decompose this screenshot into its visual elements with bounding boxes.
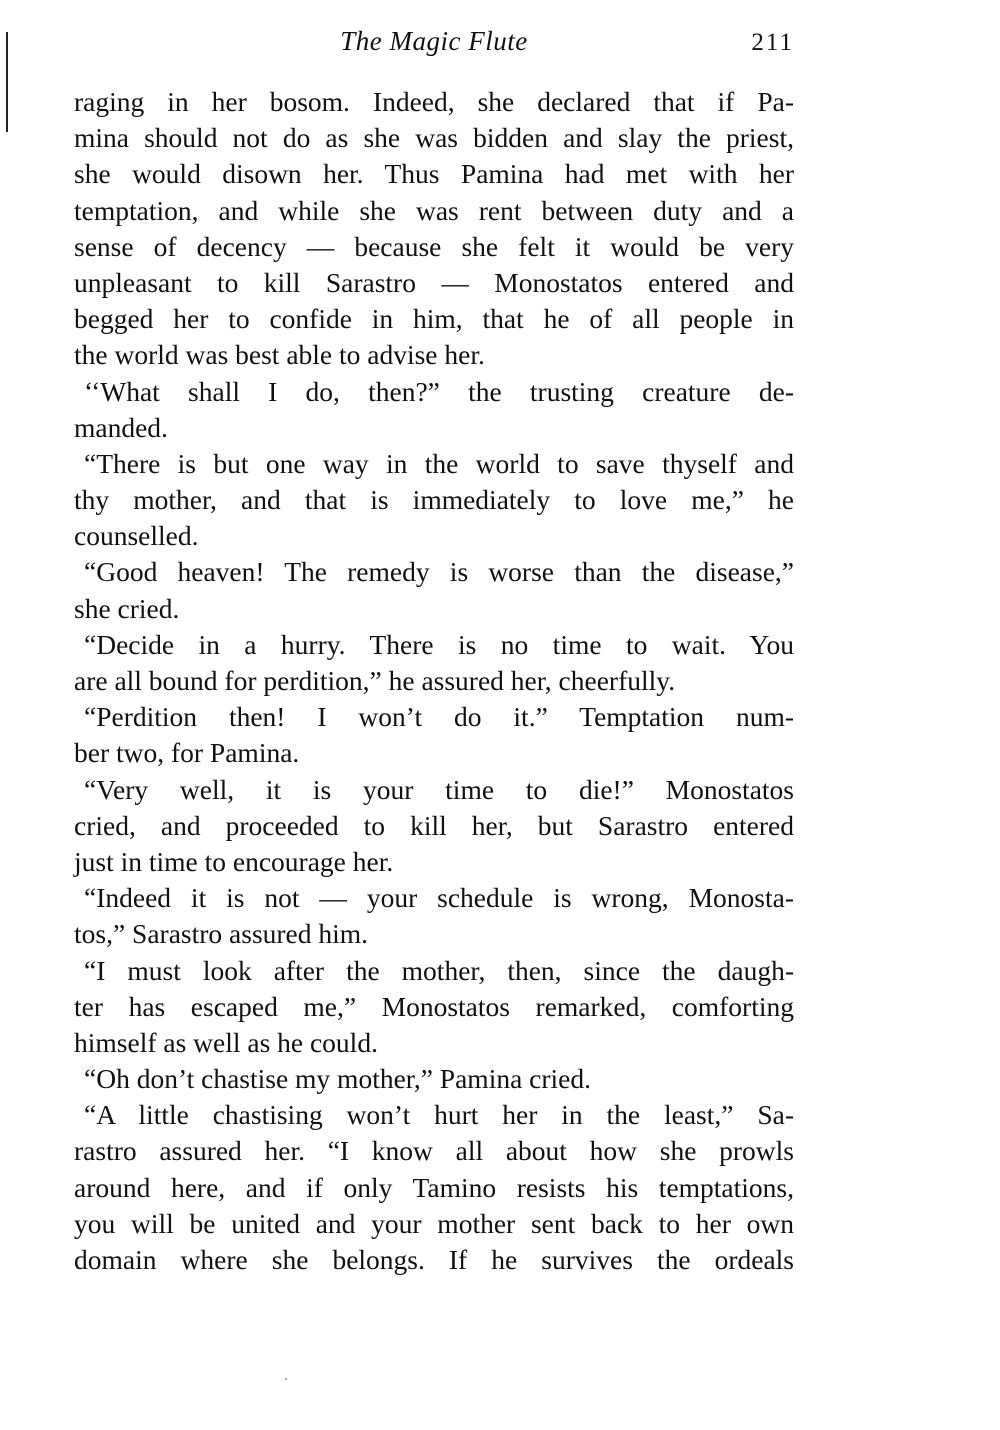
text-line: raging in her bosom. Indeed, she declared that if Pa- bbox=[74, 86, 794, 117]
text-line: “I must look after the mother, then, since the daugh- bbox=[84, 954, 794, 986]
text-line: thy mother, and that is immediately to love me,” he bbox=[74, 484, 794, 516]
text-line: “Oh don’t chastise my mother,” Pamina cried. bbox=[84, 1063, 592, 1095]
text-line: she cried. bbox=[74, 592, 180, 624]
text-line: “There is but one way in the world to save thyself and bbox=[84, 447, 794, 479]
page-header bbox=[74, 26, 794, 66]
text-line: “A little chastising won’t hurt her in the least,” Sa- bbox=[84, 1099, 794, 1131]
text-line: himself as well as he could. bbox=[74, 1026, 378, 1058]
text-line: begged her to confide in him, that he of all people in bbox=[74, 303, 794, 335]
text-line: the world was best able to advise her. bbox=[74, 339, 485, 371]
text-line: tos,” Sarastro assured him. bbox=[74, 918, 369, 950]
text-line: temptation, and while she was rent between duty and a bbox=[74, 194, 794, 226]
text-line: manded. bbox=[74, 411, 168, 443]
text-line: “Indeed it is not — your schedule is wrong, Monosta- bbox=[84, 882, 794, 914]
text-line: just in time to encourage her. bbox=[74, 845, 394, 877]
text-line: around here, and if only Tamino resists his temptations, bbox=[74, 1171, 794, 1203]
text-line: rastro assured her. “I know all about how she prowls bbox=[74, 1135, 794, 1167]
text-line: “Decide in a hurry. There is no time to wait. You bbox=[84, 628, 794, 660]
text-line: ter has escaped me,” Monostatos remarked, comforting bbox=[74, 990, 794, 1022]
paper-speck bbox=[285, 1378, 287, 1380]
running-title: The Magic Flute bbox=[340, 26, 528, 56]
body-text bbox=[74, 84, 794, 1278]
text-line: cried, and proceeded to kill her, but Sarastro entered bbox=[74, 809, 794, 841]
text-line: mina should not do as she was bidden and slay the priest, bbox=[74, 122, 794, 154]
text-line: ‘‘What shall I do, then?” the trusting creature de- bbox=[84, 375, 794, 407]
text-line: you will be united and your mother sent back to her own bbox=[74, 1207, 794, 1239]
text-line: are all bound for perdition,” he assured her, cheerfully. bbox=[74, 665, 676, 696]
text-line: unpleasant to kill Sarastro — Monostatos entered and bbox=[74, 266, 794, 298]
text-line: ber two, for Pamina. bbox=[74, 737, 300, 769]
text-line: counselled. bbox=[74, 520, 199, 552]
text-line: she would disown her. Thus Pamina had met with her bbox=[74, 158, 794, 190]
margin-rule bbox=[6, 32, 8, 132]
text-line: sense of decency — because she felt it would be very bbox=[74, 230, 794, 262]
page-number: 211 bbox=[751, 29, 794, 56]
text-line: “Very well, it is your time to die!” Monostatos bbox=[84, 773, 794, 805]
text-line: “Good heaven! The remedy is worse than the disease,” bbox=[84, 556, 794, 588]
text-line: domain where she belongs. If he survives the ordeals bbox=[74, 1244, 794, 1275]
text-line: “Perdition then! I won’t do it.” Temptation num- bbox=[84, 701, 794, 733]
